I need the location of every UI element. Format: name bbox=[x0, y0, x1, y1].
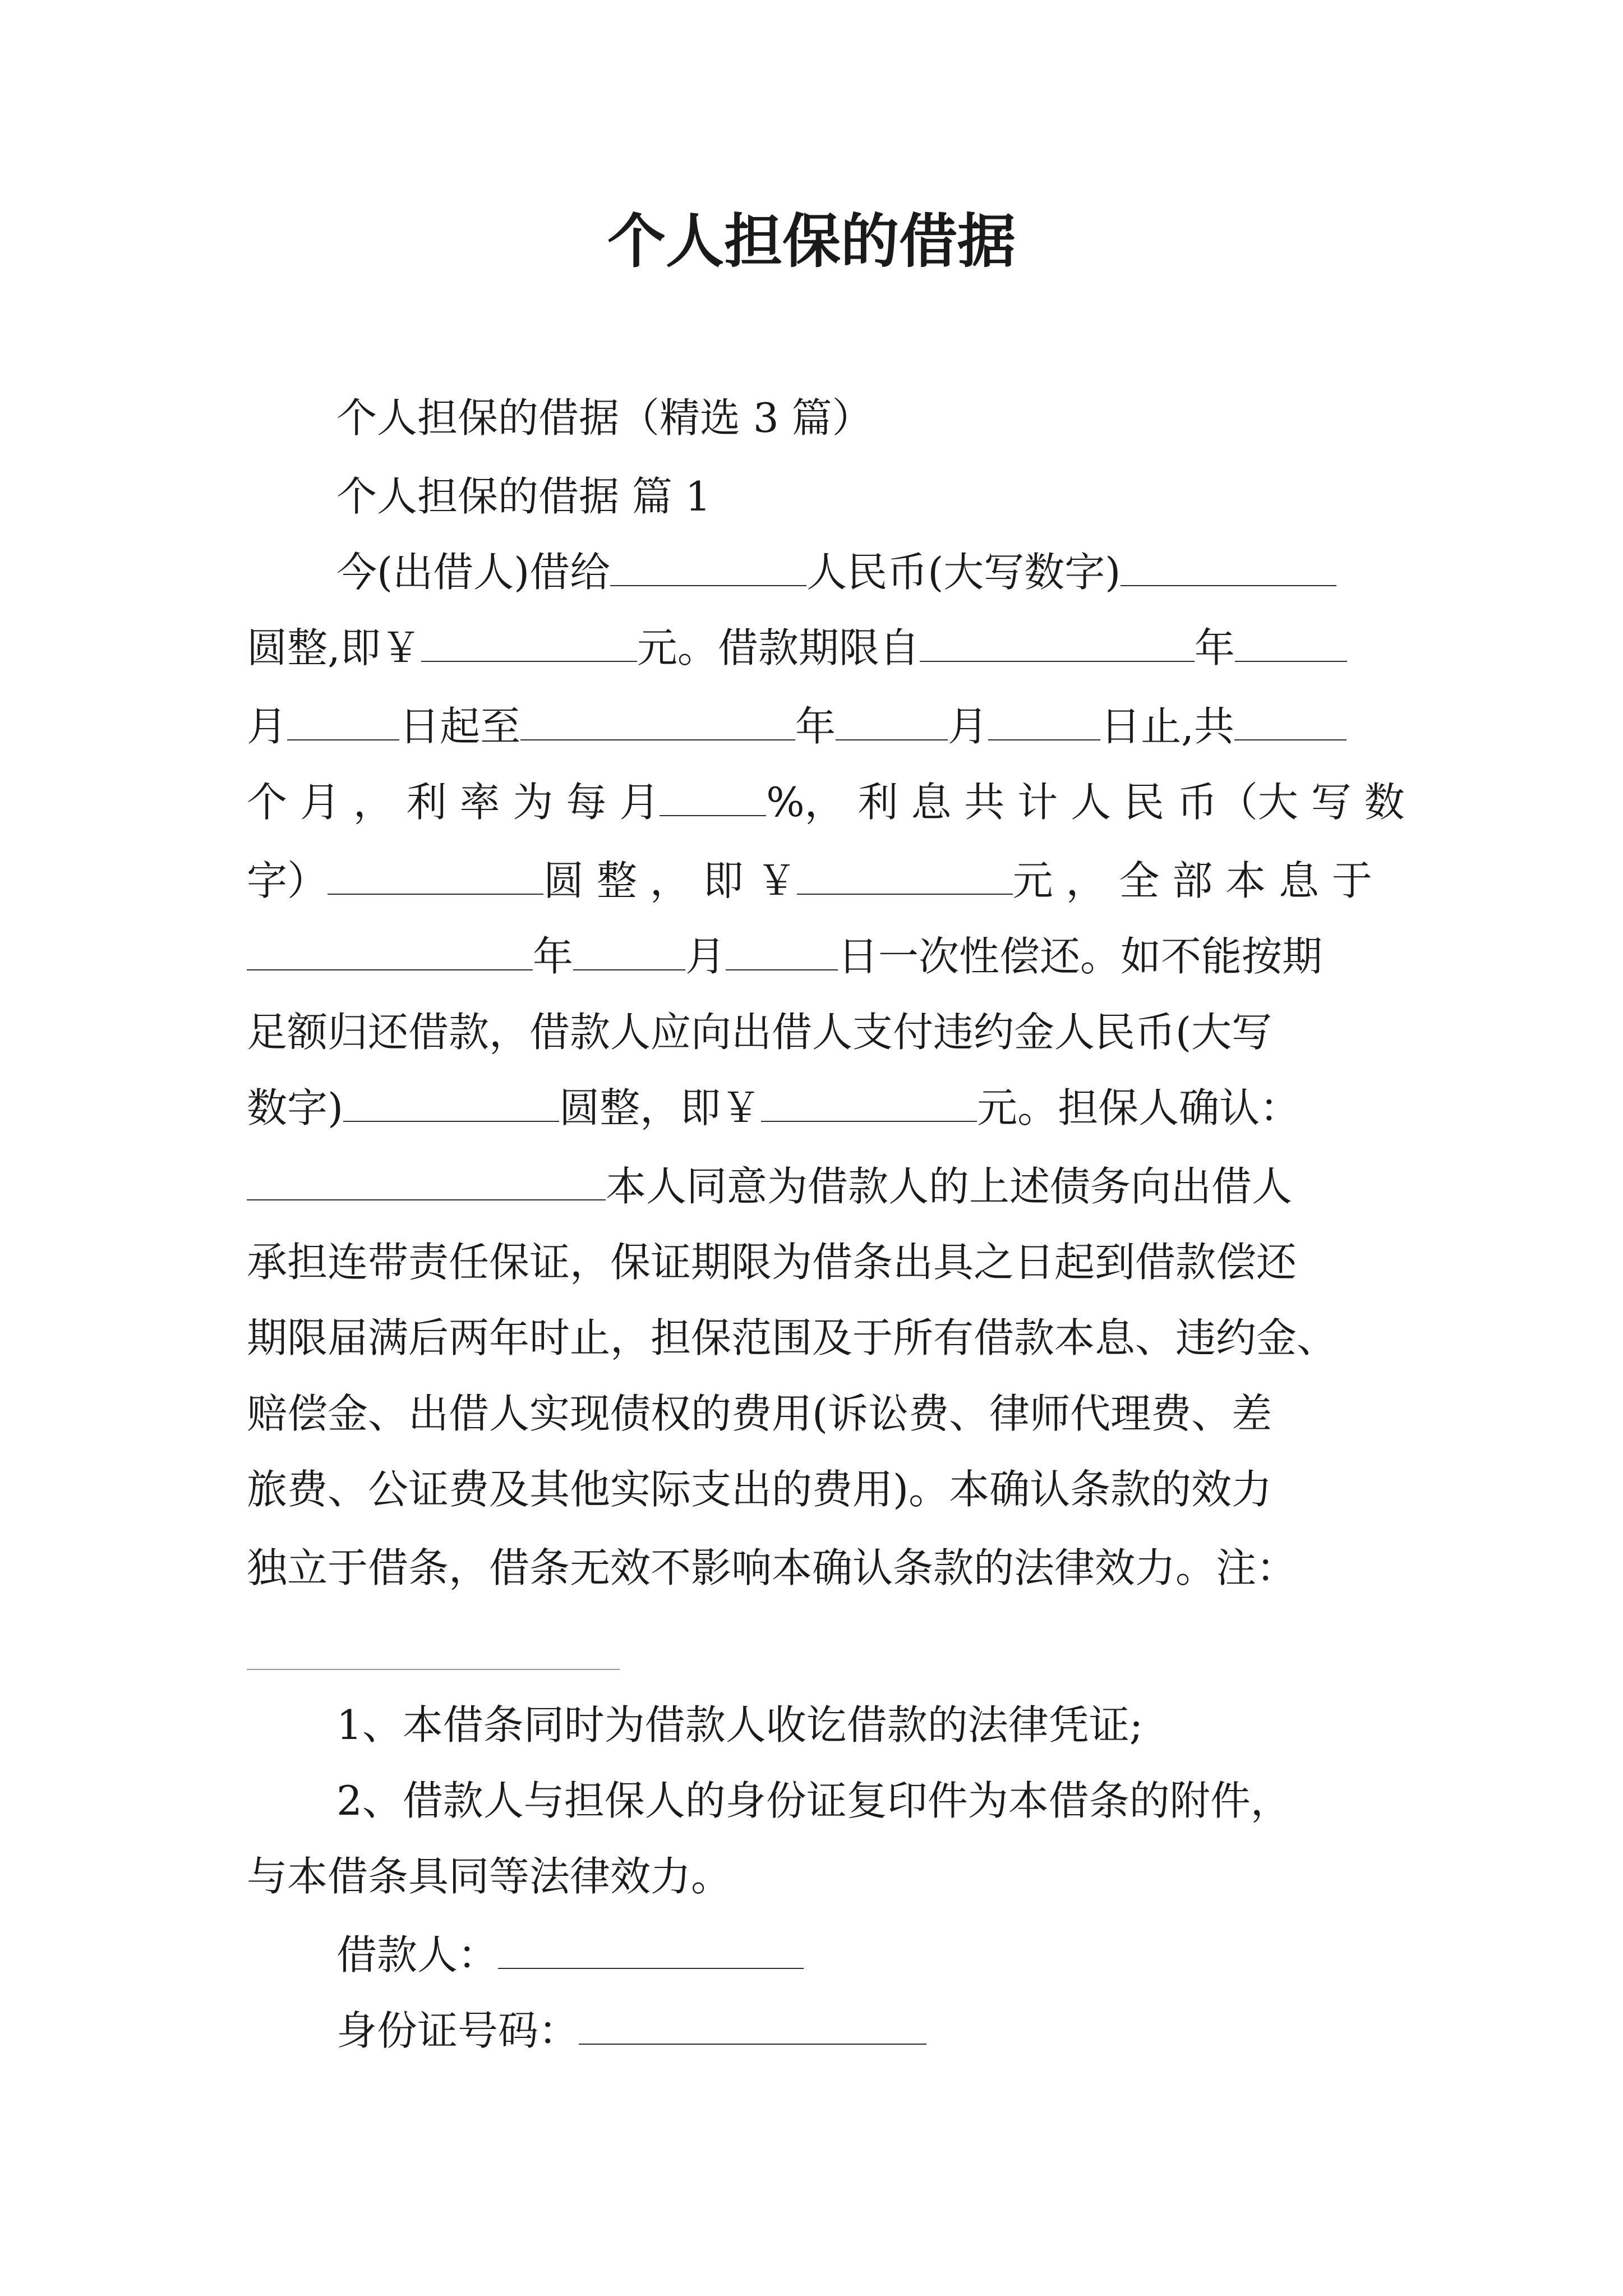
blank-underline bbox=[610, 579, 806, 586]
footnote-separator bbox=[247, 1669, 620, 1670]
id-number-blank bbox=[579, 2037, 926, 2045]
id-number-line bbox=[336, 2000, 926, 2062]
text: 人民币(大写数字) bbox=[806, 549, 1121, 596]
body-line-8 bbox=[247, 1077, 1300, 1139]
text: 日起至 bbox=[399, 703, 521, 750]
blank-underline bbox=[287, 733, 399, 740]
document-subtitle: 个人担保的借据（精选 3 篇） bbox=[336, 394, 873, 441]
blank-underline bbox=[726, 963, 838, 970]
body-line-2 bbox=[247, 617, 1347, 679]
blank-underline bbox=[520, 733, 795, 740]
text: 月 bbox=[685, 933, 726, 980]
text: 圆 整 ， 即 ￥ bbox=[543, 857, 797, 904]
blank-underline bbox=[920, 655, 1195, 662]
blank-underline bbox=[1235, 655, 1347, 662]
body-line-3 bbox=[247, 696, 1347, 757]
blank-underline bbox=[660, 809, 766, 816]
note-2: 2、借款人与担保人的身份证复印件为本借条的附件， bbox=[336, 1777, 1291, 1824]
blank-underline bbox=[247, 963, 533, 970]
text: 字） bbox=[247, 857, 328, 904]
section-heading: 个人担保的借据 篇 1 bbox=[336, 473, 711, 520]
text: 圆整,即￥ bbox=[247, 624, 421, 671]
blank-underline bbox=[328, 887, 543, 895]
text: %， 利 息 共 计 人 民 币（大 写 数 bbox=[766, 779, 1405, 826]
blank-underline bbox=[988, 733, 1100, 740]
text: 元 ， 全 部 本 息 于 bbox=[1012, 857, 1372, 904]
id-number-label: 身份证号码： bbox=[336, 2007, 579, 2054]
body-line-11: 期限届满后两年时止，担保范围及于所有借款本息、违约金、 bbox=[247, 1314, 1338, 1361]
blank-underline bbox=[797, 887, 1013, 895]
body-line-12: 赔偿金、出借人实现债权的费用(诉讼费、律师代理费、差 bbox=[247, 1390, 1272, 1437]
blank-underline bbox=[421, 655, 637, 662]
note-2-continued: 与本借条具同等法律效力。 bbox=[247, 1853, 732, 1900]
text: 数字) bbox=[247, 1084, 344, 1131]
text: 年 bbox=[1194, 624, 1235, 671]
note-1: 1、本借条同时为借款人收讫借款的法律凭证; bbox=[336, 1701, 1144, 1749]
text: 今(出借人)借给 bbox=[336, 549, 611, 596]
text: 年 bbox=[795, 703, 836, 750]
blank-underline bbox=[573, 963, 685, 970]
body-line-6 bbox=[247, 926, 1322, 987]
text: 元。借款期限自 bbox=[637, 624, 920, 671]
text: 元。担保人确认： bbox=[977, 1084, 1301, 1131]
body-line-13: 旅费、公证费及其他实际支出的费用)。本确认条款的效力 bbox=[247, 1466, 1272, 1513]
text: 年 bbox=[533, 933, 574, 980]
text: 月 bbox=[247, 703, 288, 750]
text: 个 月 ， 利 率 为 每 月 bbox=[247, 779, 660, 826]
borrower-signature-line bbox=[336, 1924, 804, 1986]
body-line-5 bbox=[247, 850, 1372, 912]
blank-underline bbox=[247, 1193, 606, 1200]
borrower-blank bbox=[498, 1962, 804, 1969]
blank-underline bbox=[1121, 579, 1336, 586]
blank-underline bbox=[836, 733, 948, 740]
borrower-label: 借款人： bbox=[336, 1931, 499, 1978]
text: 月 bbox=[948, 703, 989, 750]
text: 日一次性偿还。如不能按期 bbox=[838, 933, 1323, 980]
body-line-4 bbox=[247, 771, 1405, 833]
body-line-10: 承担连带责任保证，保证期限为借条出具之日起到借款偿还 bbox=[247, 1239, 1297, 1286]
blank-underline bbox=[761, 1115, 977, 1122]
text: 圆整，即￥ bbox=[559, 1084, 762, 1131]
body-line-1 bbox=[336, 541, 1336, 603]
blank-underline bbox=[1234, 733, 1347, 740]
body-line-14: 独立于借条，借条无效不影响本确认条款的法律效力。注： bbox=[247, 1544, 1297, 1591]
document-title: 个人担保的借据 bbox=[607, 207, 1016, 275]
text: 日止,共 bbox=[1100, 703, 1234, 750]
text: 本人同意为借款人的上述债务向出借人 bbox=[606, 1163, 1293, 1210]
body-line-9 bbox=[247, 1156, 1292, 1217]
body-line-7: 足额归还借款，借款人应向出借人支付违约金人民币(大写 bbox=[247, 1009, 1272, 1056]
blank-underline bbox=[343, 1115, 559, 1122]
